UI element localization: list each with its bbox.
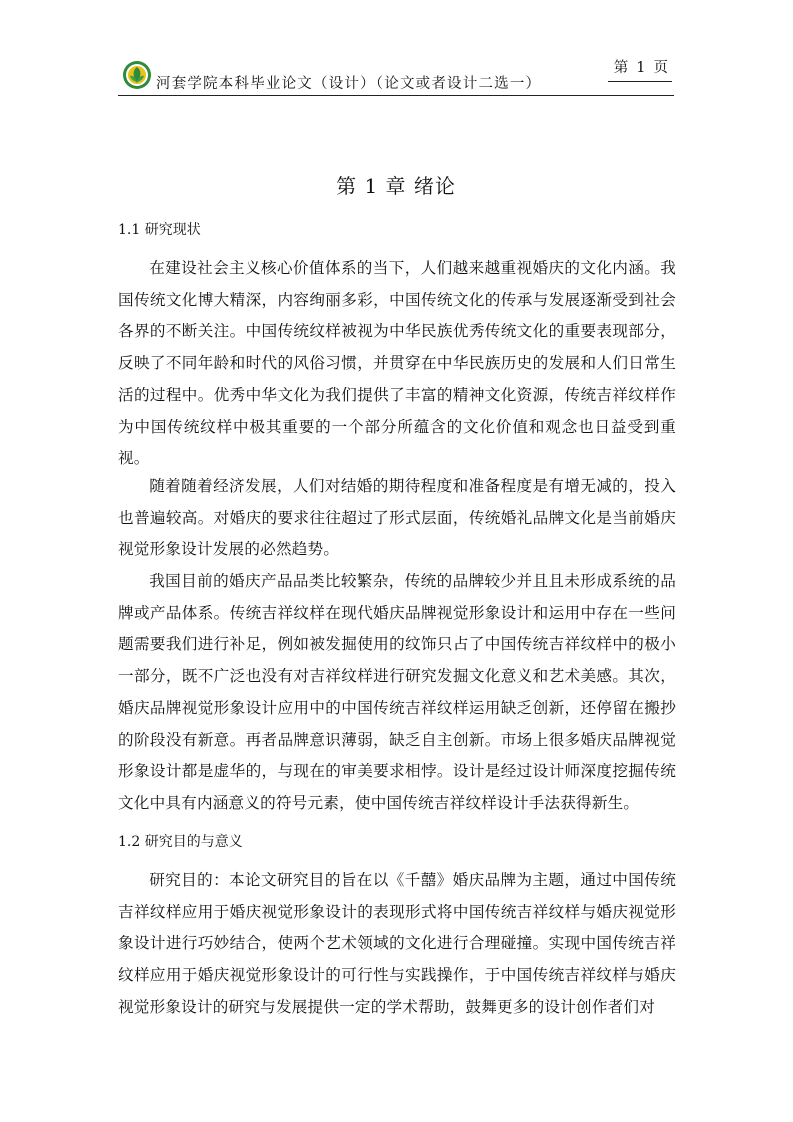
paragraph: 随着随着经济发展，人们对结婚的期待程度和准备程度是有增无减的，投入也普遍较高。对婚庆的要求往往超过了形式层面，传统婚礼品牌文化是当前婚庆视觉形象设计发展的必然趋势。 (118, 477, 676, 559)
page-header (118, 52, 674, 96)
paragraph: 我国目前的婚庆产品品类比较繁杂，传统的品牌较少并且且未形成系统的品牌或产品体系。传统吉祥纹样在现代婚庆品牌视觉形象设计和运用中存在一些问题需要我们进行补足，例如被发掘使用的纹饰只占了中国传统吉祥纹样中的极小一部分，既不广泛也没有对吉祥纹样进行研究发掘文化意义和艺术美感。其次，婚庆品牌视觉形象设计应用中的中国传统吉祥纹样运用缺乏创新，还停留在搬抄的阶段没有新意。再者品牌意识薄弱，缺乏自主创新。市场上很多婚庆品牌视觉形象设计都是虚华的，与现在的审美要求相悖。设计是经过设计师深度挖掘传统文化中具有内涵意义的符号元素，使中国传统吉祥纹样设计手法获得新生。 (118, 572, 676, 812)
section-heading: 1.1 研究现状 (118, 222, 201, 238)
paragraph: 研究目的：本论文研究目的旨在以《千囍》婚庆品牌为主题，通过中国传统吉祥纹样应用于婚庆视觉形象设计的表现形式将中国传统吉祥纹样与婚庆视觉形象设计进行巧妙结合，使两个艺术领域的文化进行合理碰撞。实现中国传统吉祥纹样应用于婚庆视觉形象设计的可行性与实践操作，于中国传统吉祥纹样与婚庆视觉形象设计的研究与发展提供一定的学术帮助，鼓舞更多的设计创作者们对 (118, 871, 676, 1016)
university-logo-icon (122, 60, 152, 90)
page-suffix: 页 (653, 60, 668, 76)
header-rule (118, 95, 674, 96)
paragraph: 在建设社会主义核心价值体系的当下，人们越来越重视婚庆的文化内涵。我国传统文化博大精深，内容绚丽多彩，中国传统文化的传承与发展逐渐受到社会各界的不断关注。中国传统纹样被视为中华民族优秀传统文化的重要表现部分，反映了不同年龄和时代的风俗习惯，并贯穿在中华民族历史的发展和人们日常生活的过程中。优秀中华文化为我们提供了丰富的精神文化资源，传统吉祥纹样作为中国传统纹样中极其重要的一个部分所蕴含的文化价值和观念也日益受到重视。 (118, 259, 676, 468)
chapter-title: 第 1 章 绪论 (336, 174, 456, 198)
page-number-label (608, 56, 672, 82)
page-prefix: 第 (613, 60, 629, 76)
section-heading: 1.2 研究目的与意义 (118, 834, 243, 850)
page-number: 1 (636, 60, 646, 76)
header-title: 河套学院本科毕业论文（设计）（论文或者设计二选一） (156, 76, 542, 92)
